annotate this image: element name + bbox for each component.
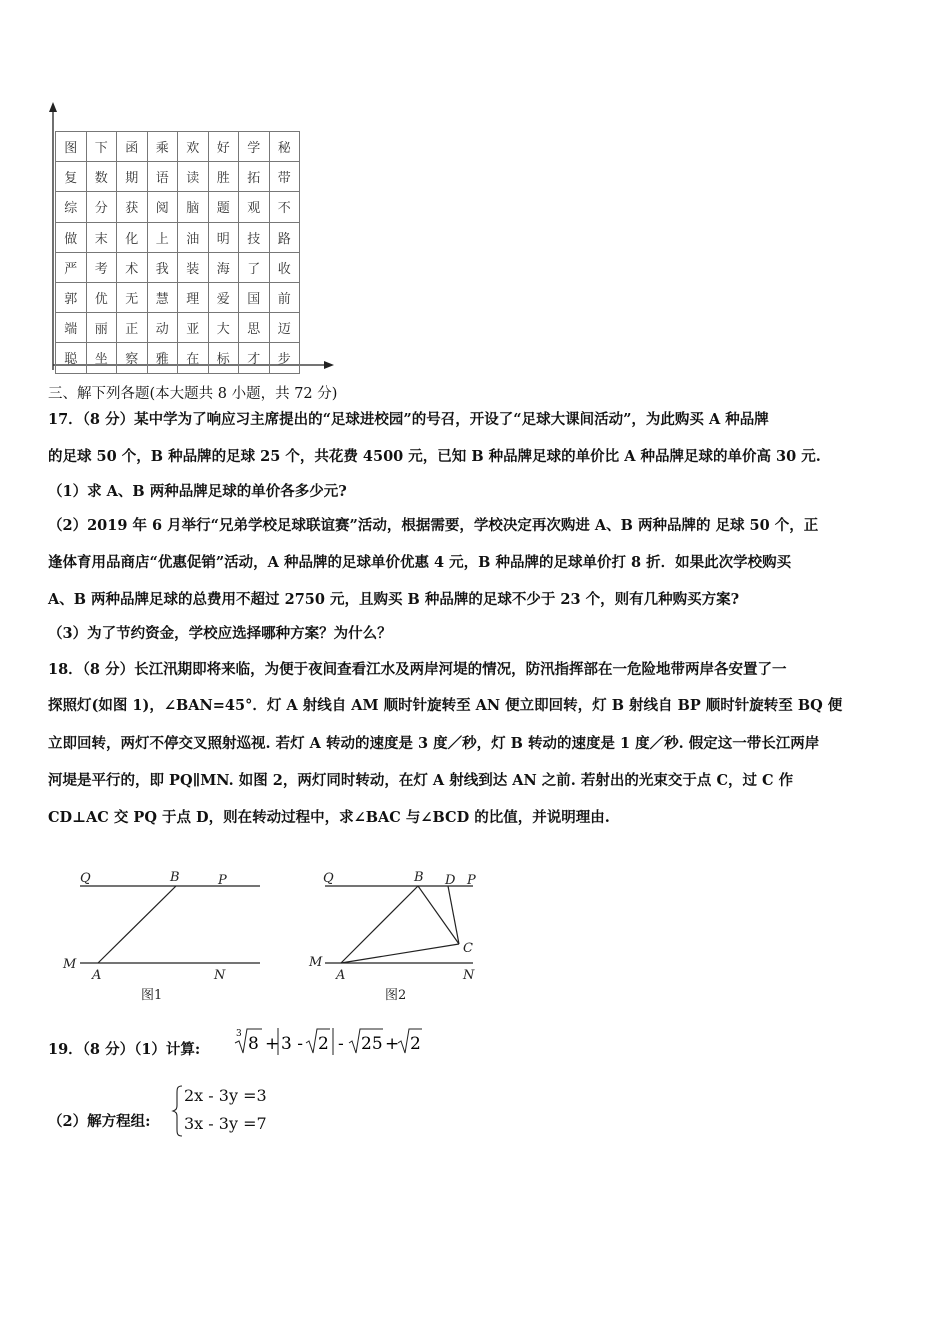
grid-cell: 察 xyxy=(117,343,148,373)
grid-cell: 读 xyxy=(178,162,209,192)
fig2-label-d: D xyxy=(445,873,456,888)
grid-cell: 端 xyxy=(56,313,87,343)
grid-cell: 标 xyxy=(208,343,239,373)
equation-2: 3x - 3y =7 xyxy=(184,1114,267,1133)
grid-cell: 乘 xyxy=(147,132,178,162)
grid-cell: 期 xyxy=(117,162,148,192)
grid-cell: 末 xyxy=(86,222,117,252)
grid-cell: 语 xyxy=(147,162,178,192)
grid-cell: 获 xyxy=(117,192,148,222)
grid-cell: 技 xyxy=(239,222,270,252)
figure-1 xyxy=(55,862,265,1007)
fig1-label-a: A xyxy=(92,968,102,983)
grid-cell: 不 xyxy=(269,192,300,222)
grid-row xyxy=(56,162,300,192)
grid-cell: 拓 xyxy=(239,162,270,192)
grid-cell: 考 xyxy=(86,252,117,282)
radicand-2a: 2 xyxy=(318,1034,329,1054)
root-index: 3 xyxy=(236,1029,242,1039)
fig2-caption: 图2 xyxy=(385,988,407,1003)
fig2-label-m: M xyxy=(309,955,323,970)
character-grid xyxy=(55,131,300,374)
fig1-label-b: B xyxy=(170,870,180,885)
grid-cell: 明 xyxy=(208,222,239,252)
fig2-label-n: N xyxy=(463,968,475,983)
grid-cell: 思 xyxy=(239,313,270,343)
q17-line-2: 的足球 50 个，B 种品牌的足球 25 个，共花费 4500 元，已知 B 种品牌足球的单价比 A 种品牌足球的单价高 30 元. xyxy=(48,448,821,465)
figure-2 xyxy=(305,862,490,1007)
grid-row xyxy=(56,222,300,252)
grid-cell: 函 xyxy=(117,132,148,162)
grid-cell: 术 xyxy=(117,252,148,282)
q17-part-2-line-3: A、B 两种品牌足球的总费用不超过 2750 元，且购买 B 种品牌的足球不少于 23 个，则有几种购买方案? xyxy=(48,591,740,608)
grid-cell: 带 xyxy=(269,162,300,192)
grid-cell: 海 xyxy=(208,252,239,282)
grid-cell: 丽 xyxy=(86,313,117,343)
grid-cell: 复 xyxy=(56,162,87,192)
grid-row xyxy=(56,192,300,222)
grid-cell: 油 xyxy=(178,222,209,252)
grid-cell: 郭 xyxy=(56,282,87,312)
q18-line-1: 18．（8 分）长江汛期即将来临，为便于夜间查看江水及两岸河堤的情况，防汛指挥部在一危险地带两岸各安置了一 xyxy=(48,661,787,678)
fig1-caption: 图1 xyxy=(141,988,163,1003)
section-title: 三、解下列各题(本大题共 8 小题，共 72 分) xyxy=(48,386,338,402)
grid-cell: 了 xyxy=(239,252,270,282)
q19-expression xyxy=(232,1022,432,1062)
grid-cell: 下 xyxy=(86,132,117,162)
fig2-label-b: B xyxy=(414,870,424,885)
grid-cell: 综 xyxy=(56,192,87,222)
radicand-2b: 2 xyxy=(410,1034,421,1054)
grid-cell: 严 xyxy=(56,252,87,282)
character-grid-figure xyxy=(40,100,340,372)
grid-cell: 才 xyxy=(239,343,270,373)
grid-row xyxy=(56,343,300,373)
grid-cell: 迈 xyxy=(269,313,300,343)
plus-sign-2: + xyxy=(385,1034,400,1054)
plus-sign-1: + xyxy=(265,1034,280,1054)
grid-cell: 收 xyxy=(269,252,300,282)
y-axis-arrow-icon xyxy=(49,102,57,112)
q17-part-2-line-1: （2）2019 年 6 月举行“兄弟学校足球联谊赛”活动，根据需要，学校决定再次购进 A、B 两种品牌的 足球 50 个，正 xyxy=(48,517,819,534)
grid-cell: 爱 xyxy=(208,282,239,312)
grid-row xyxy=(56,282,300,312)
grid-row xyxy=(56,252,300,282)
grid-row xyxy=(56,313,300,343)
grid-cell: 理 xyxy=(178,282,209,312)
q19-prefix: 19．（8 分）（1）计算: xyxy=(48,1041,201,1058)
fig2-label-q: Q xyxy=(323,871,334,886)
grid-cell: 我 xyxy=(147,252,178,282)
grid-cell: 化 xyxy=(117,222,148,252)
grid-cell: 动 xyxy=(147,313,178,343)
grid-cell: 亚 xyxy=(178,313,209,343)
grid-cell: 坐 xyxy=(86,343,117,373)
q17-line-1: 17．（8 分）某中学为了响应习主席提出的“足球进校园”的号召，开设了“足球大课间活动”，为此购买 A 种品牌 xyxy=(48,411,769,428)
grid-cell: 大 xyxy=(208,313,239,343)
grid-cell: 在 xyxy=(178,343,209,373)
q18-line-4: 河堤是平行的，即 PQ∥MN. 如图 2，两灯同时转动，在灯 A 射线到达 AN 之前. 若射出的光束交于点 C，过 C 作 xyxy=(48,772,794,789)
grid-cell: 聪 xyxy=(56,343,87,373)
grid-cell: 观 xyxy=(239,192,270,222)
fig2-label-c: C xyxy=(463,941,473,956)
fig2-label-a: A xyxy=(336,968,346,983)
grid-cell: 国 xyxy=(239,282,270,312)
fig2-label-p: P xyxy=(467,873,476,888)
x-axis-arrow-icon xyxy=(324,361,334,369)
grid-row xyxy=(56,132,300,162)
radicand-8: 8 xyxy=(248,1034,259,1054)
grid-cell: 步 xyxy=(269,343,300,373)
grid-cell: 脑 xyxy=(178,192,209,222)
fig1-label-n: N xyxy=(214,968,226,983)
q17-part-2-line-2: 逢体育用品商店“优惠促销”活动，A 种品牌的足球单价优惠 4 元，B 种品牌的足球单价打 8 折．如果此次学校购买 xyxy=(48,554,792,571)
grid-cell: 分 xyxy=(86,192,117,222)
grid-cell: 做 xyxy=(56,222,87,252)
grid-cell: 路 xyxy=(269,222,300,252)
grid-cell: 无 xyxy=(117,282,148,312)
grid-cell: 装 xyxy=(178,252,209,282)
grid-cell: 上 xyxy=(147,222,178,252)
grid-cell: 好 xyxy=(208,132,239,162)
fig1-label-q: Q xyxy=(80,871,91,886)
fig1-label-m: M xyxy=(63,957,77,972)
grid-cell: 慧 xyxy=(147,282,178,312)
grid-cell: 题 xyxy=(208,192,239,222)
q18-line-5: CD⊥AC 交 PQ 于点 D，则在转动过程中，求∠BAC 与∠BCD 的比值，并说明理由. xyxy=(48,809,610,826)
minus-sign: - xyxy=(338,1034,344,1054)
grid-cell: 优 xyxy=(86,282,117,312)
q18-line-3: 立即回转，两灯不停交叉照射巡视. 若灯 A 转动的速度是 3 度／秒，灯 B 转动的速度是 1 度／秒. 假定这一带长江两岸 xyxy=(48,735,820,752)
grid-cell: 学 xyxy=(239,132,270,162)
fig1-label-p: P xyxy=(218,873,227,888)
grid-cell: 图 xyxy=(56,132,87,162)
grid-cell: 阅 xyxy=(147,192,178,222)
grid-cell: 前 xyxy=(269,282,300,312)
q17-part-1: （1）求 A、B 两种品牌足球的单价各多少元? xyxy=(48,483,347,500)
grid-cell: 正 xyxy=(117,313,148,343)
grid-cell: 数 xyxy=(86,162,117,192)
abs-inner-three: 3 - xyxy=(281,1034,303,1054)
grid-cell: 雅 xyxy=(147,343,178,373)
grid-cell: 秘 xyxy=(269,132,300,162)
grid-cell: 胜 xyxy=(208,162,239,192)
q19-part-2-label: （2）解方程组: xyxy=(48,1113,151,1130)
grid-cell: 欢 xyxy=(178,132,209,162)
q17-part-3: （3）为了节约资金，学校应选择哪种方案？为什么？ xyxy=(48,625,392,642)
radicand-25: 25 xyxy=(361,1034,383,1054)
q18-line-2: 探照灯(如图 1)，∠BAN=45°．灯 A 射线自 AM 顺时针旋转至 AN 便立即回转，灯 B 射线自 BP 顺时针旋转至 BQ 便 xyxy=(48,697,843,714)
equation-1: 2x - 3y =3 xyxy=(184,1086,267,1105)
